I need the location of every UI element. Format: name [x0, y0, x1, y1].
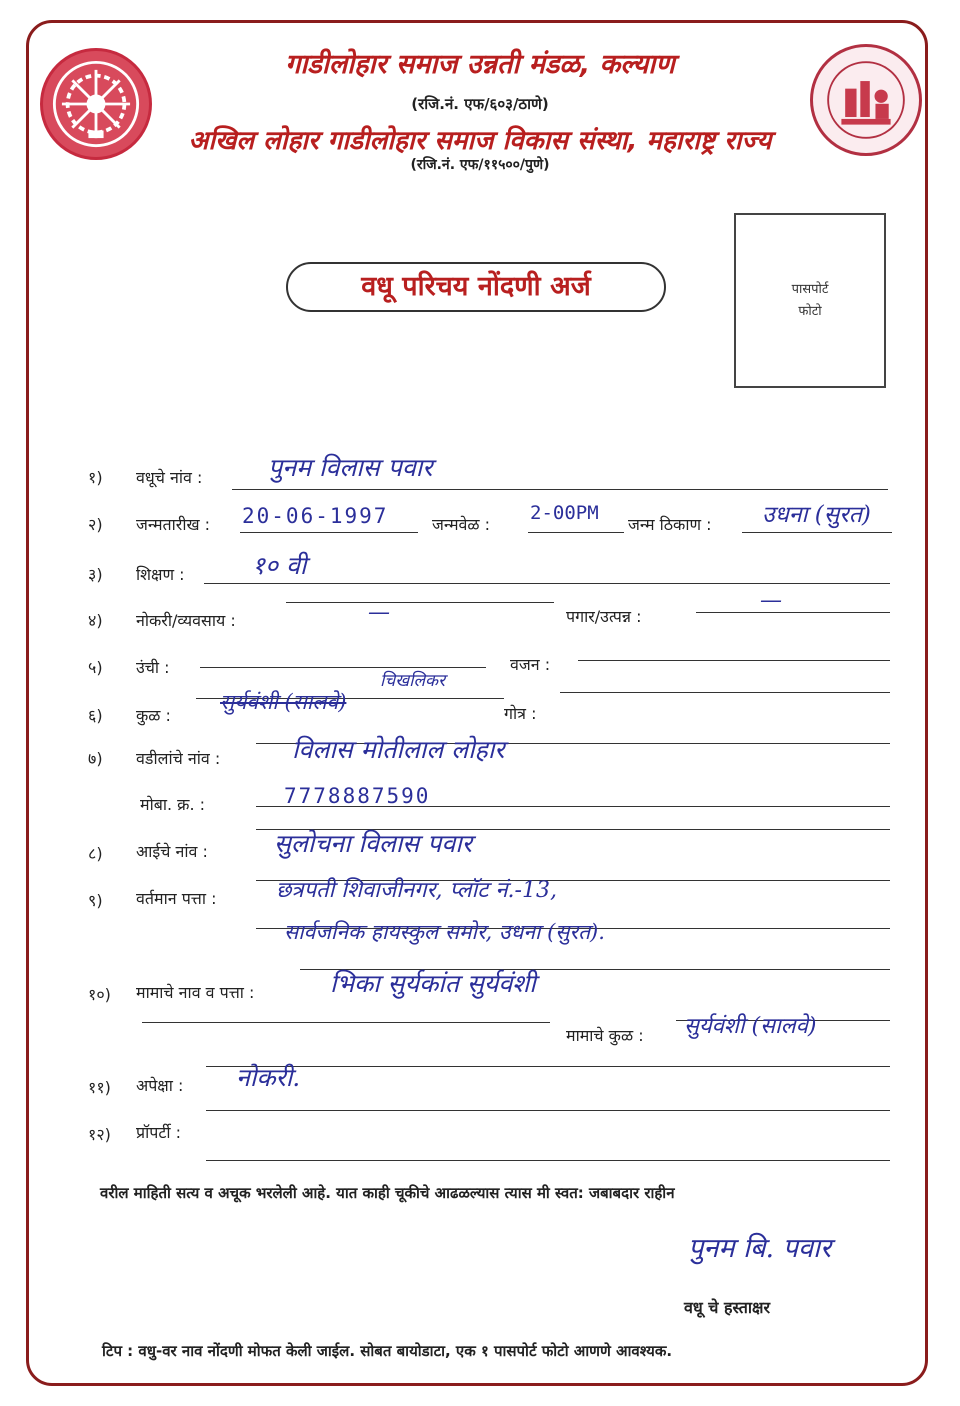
signature-label: वधू चे हस्ताक्षर	[684, 1298, 771, 1317]
org-registration: (रजि.नं. एफ/६०३/ठाणे)	[411, 95, 549, 113]
income-line	[696, 612, 890, 613]
field-10-number: १०)	[88, 985, 111, 1004]
education-line	[204, 583, 890, 584]
field-1-number: १)	[88, 468, 103, 487]
mother-name-label: आईचे नांव :	[136, 842, 208, 861]
field-5-number: ५)	[88, 658, 103, 677]
birth-date-label: जन्मतारीख :	[136, 515, 211, 534]
education-value: १० वी	[252, 551, 307, 580]
birth-date-value: 20-06-1997	[242, 504, 389, 528]
weight-label: वजन :	[510, 655, 551, 674]
maternal-clan-label: मामाचे कुळ :	[566, 1026, 644, 1045]
field-7-number: ७)	[88, 749, 103, 768]
father-name-label: वडीलांचे नांव :	[136, 749, 221, 768]
birth-place-label: जन्म ठिकाण :	[628, 515, 712, 534]
education-label: शिक्षण :	[136, 565, 185, 584]
birth-place-value: उधना (सुरत)	[762, 502, 871, 528]
birth-date-line	[240, 532, 418, 533]
bride-name-line	[232, 489, 888, 490]
footer-note: टिप : वधु-वर नाव नोंदणी मोफत केली जाईल. सोबत बायोडाटा, एक १ पासपोर्ट फोटो आणणे आवश्यक.	[102, 1342, 673, 1360]
bride-signature: पुनम बि. पवार	[688, 1233, 832, 1264]
passport-photo-box	[734, 213, 886, 388]
mobile-label: मोबा. क्र. :	[140, 795, 206, 814]
bride-name-value: पुनम विलास पवार	[268, 453, 433, 482]
maternal-uncle-value: भिका सुर्यकांत सुर्यवंशी	[330, 969, 536, 998]
photo-label-line2: फोटो	[798, 303, 822, 319]
field-6-number: ६)	[88, 706, 103, 725]
maternal-uncle-label: मामाचे नाव व पत्ता :	[136, 983, 255, 1002]
photo-label-line1: पासपोर्ट	[791, 281, 829, 297]
property-label: प्रॉपर्टी :	[136, 1123, 182, 1142]
clan-value-above: चिखलिकर	[380, 671, 446, 691]
maternal-clan-value: सुर्यवंशी (सालवे)	[684, 1014, 817, 1039]
weight-line	[578, 660, 890, 661]
org-name: गाडीलोहार समाज उन्नती मंडळ, कल्याण	[285, 49, 675, 80]
occupation-line	[286, 602, 554, 603]
birth-time-line	[528, 532, 624, 533]
field-4-number: ४)	[88, 611, 103, 630]
mother-name-value: सुलोचना विलास पवार	[274, 829, 472, 858]
field-11-number: ११)	[88, 1078, 111, 1097]
birth-time-label: जन्मवेळ :	[432, 515, 491, 534]
clan-value: सुर्यवंशी (सालवे)	[220, 690, 347, 714]
income-label: पगार/उत्पन्न :	[566, 607, 642, 626]
society-registration: (रजि.नं. एफ/११५००/पुणे)	[410, 157, 550, 173]
property-line-1	[206, 1110, 890, 1111]
field-12-number: १२)	[88, 1125, 111, 1144]
form-title: वधू परिचय नोंदणी अर्ज	[286, 262, 666, 312]
maternal-uncle-line-2	[142, 1022, 550, 1023]
clan-label: कुळ :	[136, 706, 171, 725]
income-value: —	[760, 588, 782, 613]
property-line-2	[206, 1160, 890, 1161]
bride-name-label: वधूचे नांव :	[136, 468, 203, 487]
mobile-value: 7778887590	[284, 784, 431, 808]
field-9-number: ९)	[88, 891, 103, 910]
field-2-number: २)	[88, 515, 103, 534]
height-label: उंची :	[136, 658, 170, 677]
declaration-text: वरील माहिती सत्य व अचूक भरलेली आहे. यात काही चूकीचे आढळल्यास त्यास मी स्वत: जबाबदार राहीन	[100, 1184, 675, 1202]
gotra-line	[560, 692, 890, 693]
birth-place-line	[742, 532, 892, 533]
occupation-value: —	[368, 600, 390, 625]
expectation-value: नोकरी.	[236, 1063, 301, 1092]
society-name: अखिल लोहार गाडीलोहार समाज विकास संस्था, महाराष्ट्र राज्य	[188, 126, 772, 156]
father-name-value: विलास मोतीलाल लोहार	[292, 735, 505, 764]
occupation-label: नोकरी/व्यवसाय :	[136, 611, 236, 630]
expectation-label: अपेक्षा :	[136, 1076, 184, 1095]
address-value-line2: सार्वजनिक हायस्कुल समोर, उधना (सुरत).	[284, 920, 605, 944]
field-8-number: ८)	[88, 844, 103, 863]
address-label: वर्तमान पत्ता :	[136, 889, 217, 908]
address-value-line1: छत्रपती शिवाजीनगर, प्लॉट नं.-13,	[276, 878, 557, 903]
expectation-line	[206, 1066, 890, 1067]
birth-time-value: 2-00PM	[530, 502, 599, 524]
field-3-number: ३)	[88, 565, 103, 584]
gotra-label: गोत्र :	[504, 704, 537, 723]
